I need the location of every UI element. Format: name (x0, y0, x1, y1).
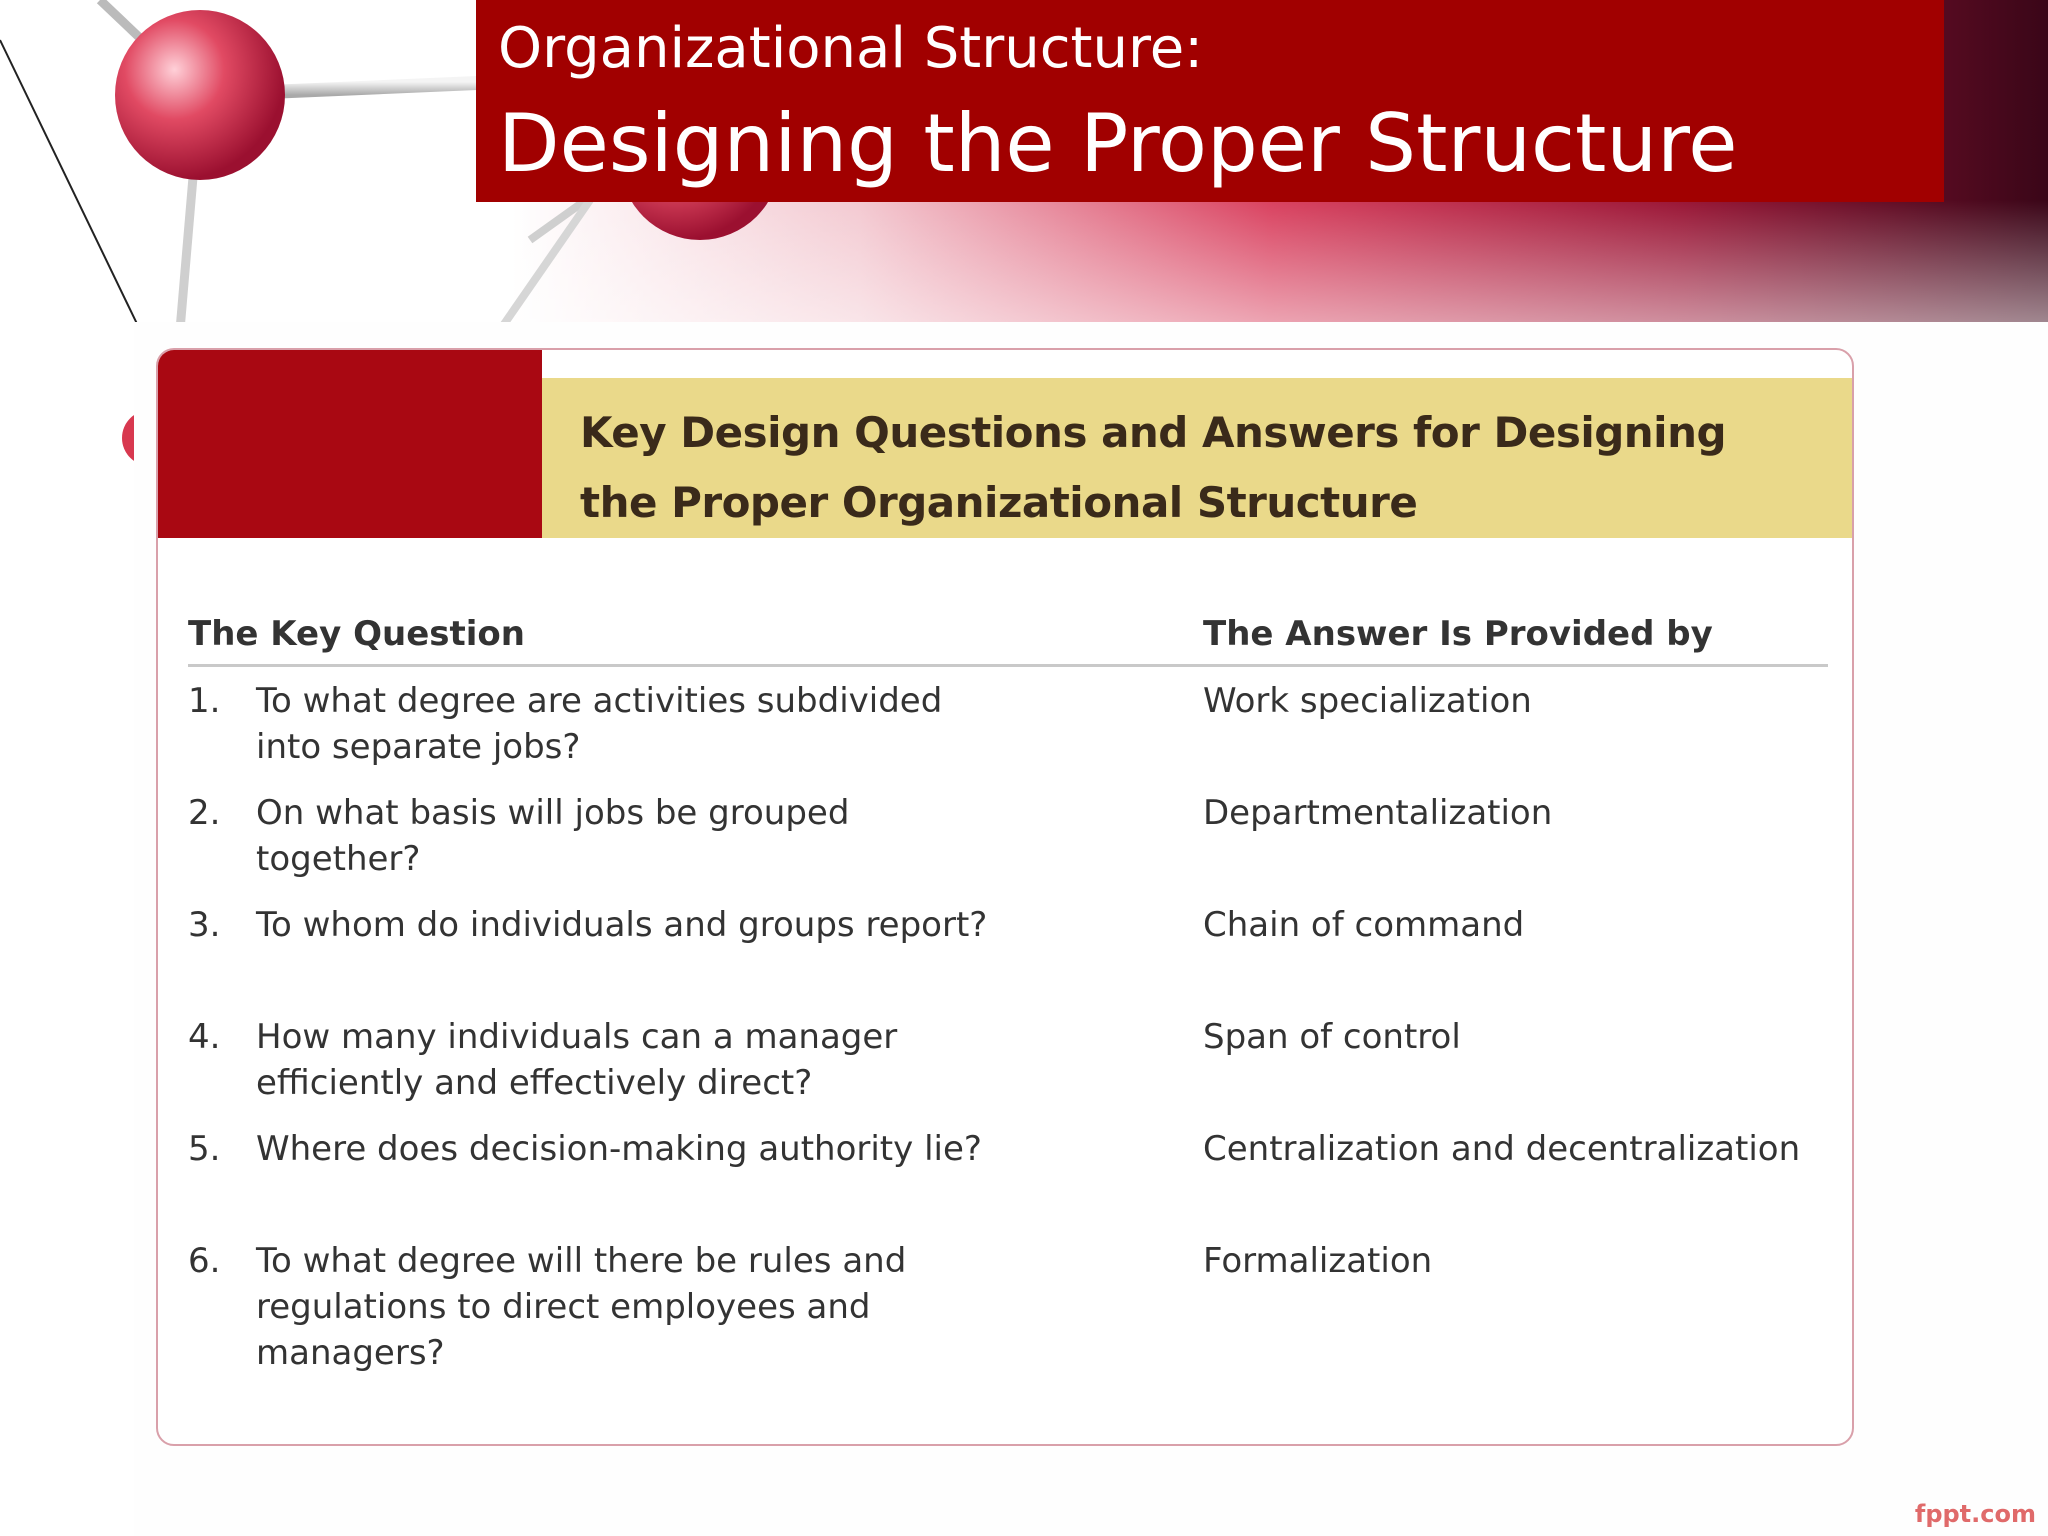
slide-title: Designing the Proper Structure (498, 97, 1738, 190)
answer-text: Work specialization (1203, 681, 1532, 721)
exhibit-title: Key Design Questions and Answers for Designing the Proper Organizational Structure (580, 408, 1727, 527)
question-text: On what basis will jobs be grouped together? (256, 793, 850, 879)
question-text: Where does decision-making authority lie? (256, 1129, 982, 1169)
question-number: 5. (188, 1129, 221, 1169)
question-number: 2. (188, 793, 221, 833)
answer-text: Chain of command (1203, 905, 1525, 945)
answer-text: Centralization and decentralization (1203, 1129, 1801, 1169)
exhibit-card (156, 348, 1854, 1446)
column-header-question: The Key Question (188, 614, 525, 654)
question-number: 1. (188, 681, 221, 721)
molecule-ball (115, 10, 285, 180)
question-number: 3. (188, 905, 221, 945)
exhibit-red-tab (158, 350, 542, 538)
answer-text: Departmentalization (1203, 793, 1553, 833)
question-text: To whom do individuals and groups report? (256, 905, 988, 945)
slide-subtitle: Organizational Structure: (498, 16, 1204, 81)
header-divider (188, 664, 1828, 667)
question-text: To what degree are activities subdivided into separate jobs? (256, 681, 943, 767)
question-number: 6. (188, 1241, 221, 1281)
exhibit-header (542, 378, 1852, 538)
answer-text: Span of control (1203, 1017, 1461, 1057)
slide-title-box (476, 0, 1944, 202)
question-number: 4. (188, 1017, 221, 1057)
column-header-answer: The Answer Is Provided by (1203, 614, 1713, 654)
question-text: How many individuals can a manager efficiently and effectively direct? (256, 1017, 898, 1103)
question-text: To what degree will there be rules and regulations to direct employees and managers? (256, 1241, 907, 1373)
footer-brand: fppt.com (1914, 1500, 2036, 1528)
answer-text: Formalization (1203, 1241, 1433, 1281)
molecule-rod (500, 200, 590, 330)
